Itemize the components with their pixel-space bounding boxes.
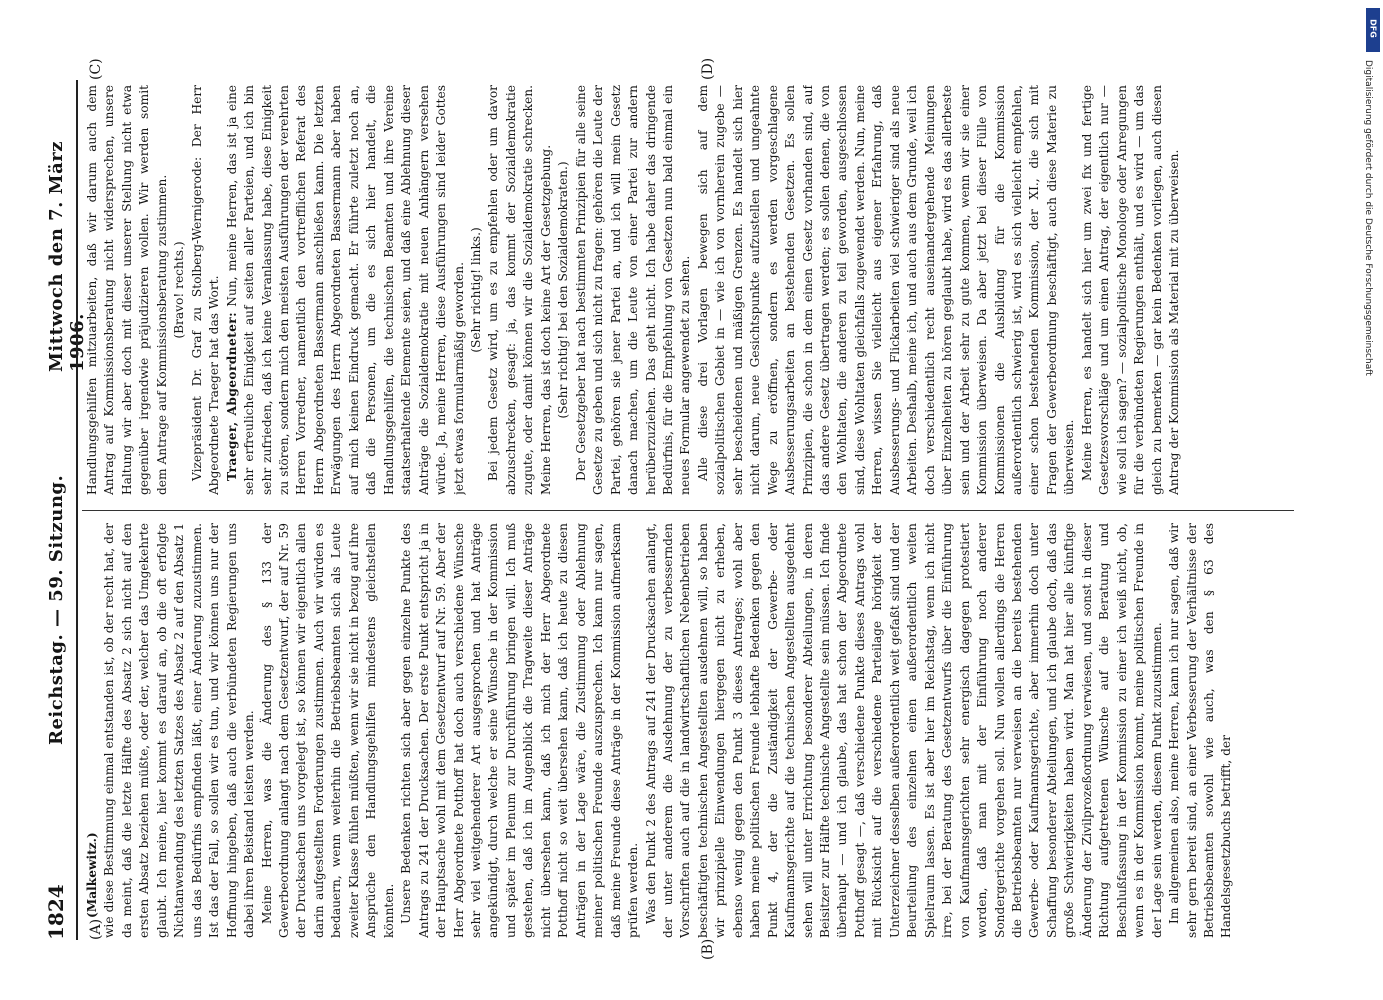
margin-mark-a: (A) [88,918,104,940]
column-divider [82,510,1294,511]
paragraph: Der Gesetzgeber hat nach bestimmten Prinzipien für alle seine Gesetze zu geben und sich nicht zu fragen: gehören die Leute der Partei, gehören sie jener Partei an, und ich will mein Gesetz danach machen, um die Leute von einer Partei zur andern herüberzuziehen. Das geht nicht. Ich habe daher das dringende Bedürfnis, für die Empfehlung von Gesetzen nun bald einmal ein neues Formular angewendet zu sehen. [573,85,693,495]
margin-mark-d: (D) [700,57,716,80]
speaker-tag: (Malkewitz.) [85,832,99,918]
paragraph: Unsere Bedenken richten sich aber gegen einzelne Punkte des Antrags zu 241 der Drucksachen. Der erste Punkt entspricht ja in der Hauptsache wohl mit dem Gesetzentwurf auf Nr. 59. Aber der Herr Abgeordnete Potthoff hat doch auch verschiedene Wünsche sehr viel weitgehenderer Art ausgesprochen und hat Anträge angekündigt, durch welche er seine Wünsche in der Kommission und später im Plenum zur Durchführung bringen will. Ich muß gestehen, daß ich im Augenblick die Tragweite dieser Anträge nicht übersehen kann, daß ich mich der Herr Abgeordnete Potthoff nicht so weit übersehen kann, daß ich heute zu diesen Anträgen in der Lage wäre, die Zustimmung oder Ablehnung meiner politischen Freunde auszusprechen. Ich kann nur sagen, daß meine Freunde diese Anträge in der Kommission aufmerksam prüfen werden. [399,523,641,938]
applause-note: (Sehr richtig! links.) [468,227,483,353]
paragraph: Meine Herren, was die Änderung des § 133 der Gewerbeordnung anlangt nach dem Gesetzentwurf, der auf Nr. 59 der Drucksachen uns vorgelegt ist, so können wir eigentlich allen darin aufgestellten Forderungen zustimmen. Auch wir würden es bedauern, wenn weiterhin die Betriebsbeamten sich als Leute zweiter Klasse fühlen müßten, wenn wir sie nicht in bezug auf ihre Ansprüche den Handlungsgehilfen mindestens gleichstellen könnten. [259,523,396,938]
digitization-credit: Digitalisierung gefördert durch die Deutsche Forschungsgemeinschaft [1363,60,1373,376]
paragraph: Was den Punkt 2 des Antrags auf 241 der Drucksachen anlangt, der unter anderem die Ausdehnung der zu verbessernden Vorschriften auch auf die in landwirtschaftlichen Nebenbetrieben beschäftigten technischen Angestellten ausdehnen will, so haben wir prinzipielle Einwendungen hiergegen nicht zu erheben, ebenso wenig gegen den Punkt 3 dieses Antrages; wohl aber haben meine politischen Freunde lebhafte Bedenken gegen den Punkt 4, der die Zuständigkeit der Gewerbe- oder Kaufmannsgerichte auf die technischen Angestellten ausgedehnt sehen will unter Errichtung besonderer Abteilungen, in deren Beisitzer zur Hälfte technische Angestellte sein müssen. Ich finde überhaupt — und ich glaube, das hat schon der Abgeordnete Potthoff gesagt —, daß verschiedene Punkte dieses Antrags wohl mit Rücksicht auf die verschiedene Parteilage hörigkeit der Unterzeichner desselben außerordentlich weit gefaßt sind und der Beurteilung des einzelnen einen außerordentlich weiten Spielraum lassen. Es ist aber hier im Reichstag, wenn ich nicht irre, bei der Beratung des Gesetzentwurfs über die Einführung von Kaufmannsgerichten sehr energisch dagegen protestiert worden, daß man mit der Einführung noch anderer Sondergerichte vorgehen soll. Nun wollen allerdings die Herren die Betriebsbeamten nur verweisen an die bereits bestehenden Gewerbe- oder Kaufmannsgerichte, aber immerhin doch unter Schaffung besonderer Abteilungen, und ich glaube doch, daß das große Schwierigkeiten haben wird. Man hat hier alle künftige Änderung der Zivilprozeßordnung verwiesen, und sonst in dieser Richtung aufgetretenen Wünsche auf die Beratung und Beschlußfassung in der Kommission zu einer ich weiß nicht, ob, wenn es in der Kommission kommt, meine politischen Freunde in der Lage sein werden, diesem Punkt zuzustimmen. [643,523,1164,938]
header-title: Reichstag. — 59. Sitzung. [46,474,67,745]
left-column [84,523,1299,938]
applause-note: (Bravo! rechts.) [172,241,187,339]
margin-mark-c: (C) [88,58,104,80]
applause-note: (Sehr richtig! bei den Sozialdemokraten.) [556,161,571,419]
speaker-paragraph [224,85,468,495]
paragraph: Handlungsgehilfen mitzuarbeiten, daß wir darum auch dem Antrag auf Kommissionsberatung nicht widersprechen, unsere Haltung wir aber doch mit dieser unserer Stellung nicht etwa gegenüber irgendwie präjudizieren wollen. Wir werden somit dem Antrage auf Kommissionsberatung zustimmen. [85,85,169,495]
speaker-name: Traeger, Abgeordneter: [224,311,239,481]
speech-text: Nun, meine Herren, das ist ja eine sehr erfreuliche Einigkeit auf seiten aller Parteien, und ich bin sehr zufrieden, daß ich keine Veranlassung habe, diese Einigkeit zu stören, sondern mich den meisten Ausführungen der verehrten Herren Vorredner, namentlich den vortrefflichen Referat des Herrn Abgeordneten Bassermann anschließen kann. Die letzten Erwägungen des Herrn Abgeordneten Bassermann aber haben auf mich keinen Eindruck gemacht. Er führte zuletzt noch an, daß die Personen, um die es sich hier handelt, die Handlungsgehilfen, die technischen Beamten und ihre Vereine staatserhaltende Elemente seien, und daß eine Ablehnung dieser Anträge die Sozialdemokratie mit neuen Anhängern versehen würde. Ja, meine Herren, diese Ausführungen sind leider Gottes jetzt etwas formularmäßig geworden. [224,85,466,495]
paragraph: Im allgemeinen also, meine Herren, kann ich nur sagen, daß wir sehr gern bereit sind, an einer Verbesserung der Verhältnisse der Betriebsbeamten sowohl wie auch, was den § 63 des Handelsgesetzbuchs betrifft, der [1167,523,1234,938]
paragraph: wie diese Bestimmung einmal entstanden ist, ob der recht hat, der da meint, daß die letzte Hälfte des Absatz 2 sich nicht auf den ersten Absatz beziehen müßte, oder der, welcher das Umgekehrte glaubt. Ich meine, hier kommt es darauf an, ob die oft erfolgte Nichtanwendung des letzten Satzes des Absatz 2 auf den Absatz 1 uns das Bedürfnis empfinden läßt, einer Änderung zuzustimmen. Ist das der Fall, so sollen wir es tun, und wir können uns nur der Hoffnung hingeben, daß auch die verbündeten Regierungen uns dabei ihren Beistand leisten werden. [102,523,257,938]
header-rule [76,80,78,940]
paragraph: Bei jedem Gesetz wird, um es zu empfehlen oder um davor abzuschrecken, gesagt: ja, das kommt der Sozialdemokratie zugute, oder damit können wir die Sozialdemokratie schrecken. Meine Herren, das ist doch keine Art der Gesetzgebung. [486,85,553,495]
page-number: 1824 [44,884,68,940]
paragraph: Meine Herren, es handelt sich hier um zwei fix und fertige Gesetzesvorschläge und um einen Antrag, der eigentlich nur — wie soll ich sagen? — sozialpolitische Monologe oder Anregungen für die verbündeten Regierungen enthält, und es wird — um das gleich zu bemerken — gar kein Bedenken vorliegen, auch diesen Antrag der Kommission als Material mit zu überweisen. [1079,85,1182,495]
right-column [84,85,1299,495]
vice-president-line: Vizepräsident Dr. Graf zu Stolberg-Wernigerode: Der Herr Abgeordnete Traeger hat das Wort. [189,85,222,495]
margin-mark-b: (B) [700,938,716,960]
header-date: Mittwoch den 7. März 1906. [46,141,88,372]
dfg-logo: DFG [1366,8,1380,52]
paragraph: Alle diese drei Vorlagen bewegen sich auf dem sozialpolitischen Gebiet in — wie ich von vornherein zugebe — sehr bescheidenen und mäßigen Grenzen. Es handelt sich hier nicht darum, neue Gesichtspunkte aufzustellen und ungeahnte Wege zu eröffnen, sondern es werden vorgeschlagene Ausbesserungsarbeiten an bestehenden Gesetzen. Es sollen Prinzipien, die schon in dem einen Gesetz vorhanden sind, auf das andere Gesetz übertragen werden; es sollen denen, die von den Wohltaten, die anderen zu teil geworden, ausgeschlossen sind, diese Wohltaten gleichfalls zugewendet werden. Nun, meine Herren, wissen Sie vielleicht aus eigener Erfahrung, daß Ausbesserungs- und Flickarbeiten viel schwieriger sind als neue Arbeiten. Deshalb, meine ich, und auch aus dem Grunde, weil ich doch verschiedentlich recht auseinandergehende Meinungen über Einzelheiten zu hören geglaubt habe, wird es das allerbeste sein und der Arbeit sehr zu gute kommen, wenn wir sie einer Kommission überweisen. Da aber jetzt bei dieser Fülle von Kommissionen die Ausbildung für die Kommission außerordentlich schwierig ist, wird es sich vielleicht empfehlen, einer schon bestehenden Kommission, der XI., die sich mit Fragen der Gewerbeordnung beschäftigt, auch diese Materie zu überweisen. [695,85,1077,495]
running-header [44,85,88,940]
